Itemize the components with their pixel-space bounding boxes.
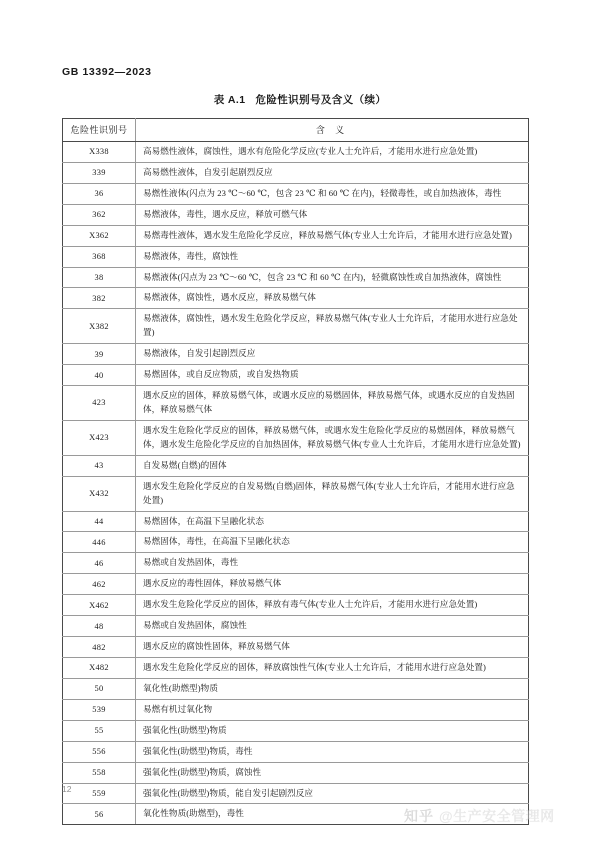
cell-hazard-meaning: 易燃性液体(闪点为 23 ℃～60 ℃，包含 23 ℃ 和 60 ℃ 在内)，轻微毒性，或自加热液体，毒性: [136, 183, 529, 204]
table-row: [63, 595, 529, 616]
table-row: [63, 225, 529, 246]
cell-hazard-meaning: 高易燃性液体，自发引起剧烈反应: [136, 162, 529, 183]
cell-hazard-meaning: 易燃或自发热固体，腐蚀性: [136, 616, 529, 637]
cell-hazard-meaning: 易燃液体，腐蚀性，遇水发生危险化学反应，释放易燃气体(专业人士允许后，才能用水进行应急处置): [136, 309, 529, 344]
cell-hazard-meaning: 强氧化性(助燃型)物质: [136, 720, 529, 741]
table-caption: [0, 92, 600, 107]
table-caption-number: 表 A.1: [213, 94, 246, 106]
hazard-identification-table-wrapper: [62, 118, 528, 825]
watermark-text: @生产安全管理网: [439, 808, 555, 824]
cell-hazard-code: 40: [63, 365, 136, 386]
cell-hazard-code: 48: [63, 616, 136, 637]
cell-hazard-meaning: 强氧化性(助燃型)物质，能自发引起剧烈反应: [136, 783, 529, 804]
table-row: [63, 204, 529, 225]
cell-hazard-meaning: 高易燃性液体，腐蚀性，遇水有危险化学反应(专业人士允许后，才能用水进行应急处置): [136, 142, 529, 163]
cell-hazard-meaning: 遇水发生危险化学反应的固体，释放易燃气体，或遇水发生危险化学反应的易燃固体，释放易燃气体，遇水发生危险化学反应的自加热固体，释放易燃气体(专业人士允许后，才能用水进行应急处置): [136, 420, 529, 455]
page-number: 12: [62, 784, 72, 794]
table-row: [63, 309, 529, 344]
cell-hazard-code: 362: [63, 204, 136, 225]
table-row: [63, 267, 529, 288]
column-header-code: 危险性识别号: [63, 119, 136, 142]
cell-hazard-meaning: 易燃液体，毒性，腐蚀性: [136, 246, 529, 267]
cell-hazard-meaning: 易燃液体，腐蚀性，遇水反应，释放易燃气体: [136, 288, 529, 309]
table-row: [63, 637, 529, 658]
cell-hazard-meaning: 易燃毒性液体，遇水发生危险化学反应，释放易燃气体(专业人士允许后，才能用水进行应急处置): [136, 225, 529, 246]
cell-hazard-code: 46: [63, 553, 136, 574]
table-header-row: [63, 119, 529, 142]
table-row: [63, 616, 529, 637]
cell-hazard-code: X482: [63, 657, 136, 678]
cell-hazard-meaning: 遇水反应的毒性固体，释放易燃气体: [136, 574, 529, 595]
cell-hazard-meaning: 易燃固体，毒性，在高温下呈融化状态: [136, 532, 529, 553]
cell-hazard-code: X362: [63, 225, 136, 246]
table-row: [63, 511, 529, 532]
watermark: [404, 806, 555, 826]
cell-hazard-code: 36: [63, 183, 136, 204]
cell-hazard-meaning: 遇水发生危险化学反应的固体，释放腐蚀性气体(专业人士允许后，才能用水进行应急处置): [136, 657, 529, 678]
cell-hazard-code: 423: [63, 386, 136, 421]
cell-hazard-code: 558: [63, 762, 136, 783]
table-body: [63, 142, 529, 825]
cell-hazard-meaning: 遇水反应的固体，释放易燃气体，或遇水反应的易燃固体，释放易燃气体，或遇水反应的自发热固体，释放易燃气体: [136, 386, 529, 421]
cell-hazard-code: 38: [63, 267, 136, 288]
table-row: [63, 344, 529, 365]
table-row: [63, 762, 529, 783]
cell-hazard-meaning: 易燃或自发热固体，毒性: [136, 553, 529, 574]
table-row: [63, 741, 529, 762]
cell-hazard-code: 43: [63, 455, 136, 476]
cell-hazard-code: 339: [63, 162, 136, 183]
cell-hazard-code: X462: [63, 595, 136, 616]
table-caption-title: 危险性识别号及含义: [255, 94, 354, 106]
table-row: [63, 699, 529, 720]
cell-hazard-meaning: 强氧化性(助燃型)物质，毒性: [136, 741, 529, 762]
cell-hazard-meaning: 易燃液体，自发引起剧烈反应: [136, 344, 529, 365]
table-row: [63, 162, 529, 183]
table-row: [63, 183, 529, 204]
cell-hazard-meaning: 氧化性(助燃型)物质: [136, 678, 529, 699]
cell-hazard-code: X423: [63, 420, 136, 455]
table-row: [63, 288, 529, 309]
table-caption-continued: （续）: [353, 94, 387, 106]
column-header-meaning-label: 含 义: [315, 125, 349, 135]
table-row: [63, 420, 529, 455]
table-row: [63, 246, 529, 267]
cell-hazard-code: 55: [63, 720, 136, 741]
table-row: [63, 532, 529, 553]
table-row: [63, 720, 529, 741]
table-row: [63, 657, 529, 678]
hazard-identification-table: [62, 118, 529, 825]
table-row: [63, 678, 529, 699]
cell-hazard-code: 382: [63, 288, 136, 309]
cell-hazard-code: X338: [63, 142, 136, 163]
watermark-logo: 知乎: [404, 808, 434, 824]
cell-hazard-code: 462: [63, 574, 136, 595]
cell-hazard-code: 368: [63, 246, 136, 267]
standard-number-header: GB 13392—2023: [62, 66, 152, 78]
cell-hazard-code: 56: [63, 804, 136, 825]
table-header: [63, 119, 529, 142]
cell-hazard-code: 39: [63, 344, 136, 365]
cell-hazard-meaning: 遇水发生危险化学反应的固体，释放有毒气体(专业人士允许后，才能用水进行应急处置): [136, 595, 529, 616]
table-row: [63, 574, 529, 595]
cell-hazard-meaning: 氧化性物质(助燃型)，毒性: [136, 804, 529, 825]
cell-hazard-code: 50: [63, 678, 136, 699]
table-row: [63, 476, 529, 511]
cell-hazard-meaning: 易燃液体，毒性，遇水反应，释放可燃气体: [136, 204, 529, 225]
cell-hazard-meaning: 强氧化性(助燃型)物质，腐蚀性: [136, 762, 529, 783]
table-row: [63, 386, 529, 421]
cell-hazard-meaning: 易燃固体，在高温下呈融化状态: [136, 511, 529, 532]
cell-hazard-code: 556: [63, 741, 136, 762]
cell-hazard-code: 559: [63, 783, 136, 804]
table-row: [63, 142, 529, 163]
cell-hazard-meaning: 遇水发生危险化学反应的自发易燃(自燃)固体，释放易燃气体(专业人士允许后，才能用水进行应急处置): [136, 476, 529, 511]
cell-hazard-code: 482: [63, 637, 136, 658]
column-header-meaning: [136, 119, 529, 142]
cell-hazard-meaning: 自发易燃(自燃)的固体: [136, 455, 529, 476]
cell-hazard-code: 539: [63, 699, 136, 720]
cell-hazard-meaning: 易燃有机过氧化物: [136, 699, 529, 720]
cell-hazard-code: 44: [63, 511, 136, 532]
cell-hazard-code: 446: [63, 532, 136, 553]
table-row: [63, 365, 529, 386]
cell-hazard-code: X432: [63, 476, 136, 511]
table-row: [63, 783, 529, 804]
cell-hazard-code: X382: [63, 309, 136, 344]
table-row: [63, 455, 529, 476]
cell-hazard-meaning: 遇水反应的腐蚀性固体，释放易燃气体: [136, 637, 529, 658]
cell-hazard-meaning: 易燃液体(闪点为 23 ℃～60 ℃，包含 23 ℃ 和 60 ℃ 在内)，轻微腐蚀性或自加热液体，腐蚀性: [136, 267, 529, 288]
table-row: [63, 553, 529, 574]
cell-hazard-meaning: 易燃固体，或自反应物质，或自发热物质: [136, 365, 529, 386]
